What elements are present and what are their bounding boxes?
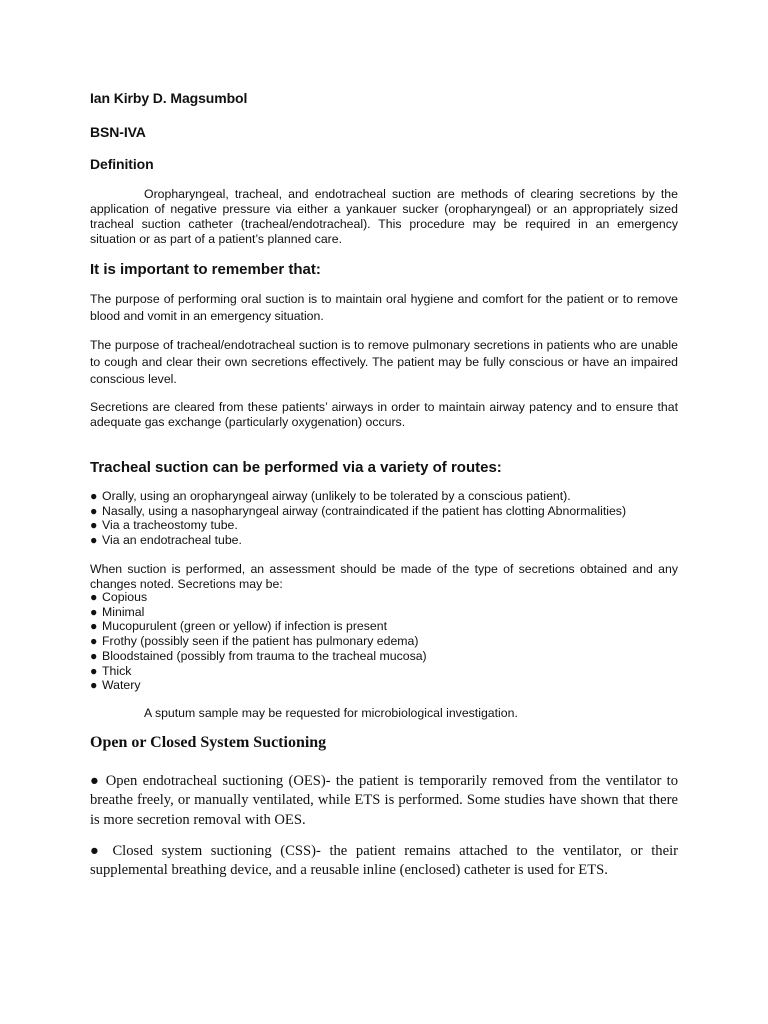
list-item: ● Thick xyxy=(90,663,132,678)
bullet-icon: ● xyxy=(90,648,98,663)
list-item: ● Via an endotracheal tube. xyxy=(90,533,242,548)
definition-paragraph: Oropharyngeal, tracheal, and endotracheal suction are methods of clearing secretions by the application of negative pressure via either a yankauer sucker (oropharyngeal) or an appropriately sized tracheal suction catheter (tracheal/endotracheal). This procedure may be required in an emergency situation or as part of a patient’s planned care. xyxy=(90,187,678,246)
routes-heading: Tracheal suction can be performed via a variety of routes: xyxy=(90,459,502,476)
open-suctioning-paragraph: ● Open endotracheal suctioning (OES)- the patient is temporarily removed from the ventilator to breathe freely, or manually ventilated, while ETS is performed. Some studies have shown that there is more secretion removal with OES. xyxy=(90,773,678,828)
secretions-paragraph: Secretions are cleared from these patients’ airways in order to maintain airway patency and to ensure that adequate gas exchange (particularly oxygenation) occurs. xyxy=(90,400,678,429)
bullet-icon: ● xyxy=(90,634,98,649)
list-item: ● Copious xyxy=(90,590,148,604)
bullet-icon: ● xyxy=(90,604,98,619)
tracheal-suction-paragraph: The purpose of tracheal/endotracheal suction is to remove pulmonary secretions in patients who are unable to cough and clear their own secretions effectively. The patient may be fully conscious or have an impaired conscious level. xyxy=(90,338,678,386)
list-item: ● Bloodstained (possibly from trauma to the tracheal mucosa) xyxy=(90,648,427,663)
class-section: BSN-IVA xyxy=(90,124,146,140)
list-item: ● Watery xyxy=(90,678,141,693)
secretions-list xyxy=(90,590,678,693)
bullet-icon: ● xyxy=(90,518,98,533)
bullet-icon: ● xyxy=(90,533,98,548)
bullet-icon: ● xyxy=(90,678,98,693)
definition-heading: Definition xyxy=(90,156,154,172)
author-name: Ian Kirby D. Magsumbol xyxy=(90,90,248,106)
bullet-icon: ● xyxy=(90,489,98,503)
systems-heading: Open or Closed System Suctioning xyxy=(90,734,327,751)
remember-heading: It is important to remember that: xyxy=(90,261,321,278)
list-item: ● Orally, using an oropharyngeal airway (unlikely to be tolerated by a conscious patient). xyxy=(90,489,571,503)
bullet-icon: ● xyxy=(90,590,98,604)
assessment-paragraph: When suction is performed, an assessment should be made of the type of secretions obtained and any changes noted. Secretions may be: xyxy=(90,562,678,591)
list-item: ● Mucopurulent (green or yellow) if infection is present xyxy=(90,619,388,634)
list-item: ● Via a tracheostomy tube. xyxy=(90,518,238,533)
bullet-icon: ● xyxy=(90,663,98,678)
oral-suction-paragraph: The purpose of performing oral suction is to maintain oral hygiene and comfort for the patient or to remove blood and vomit in an emergency situation. xyxy=(90,292,678,323)
list-item: ● Minimal xyxy=(90,604,145,619)
routes-list xyxy=(90,489,678,548)
list-item: ● Nasally, using a nasopharyngeal airway (contraindicated if the patient has clotting Abnormalities) xyxy=(90,503,627,518)
list-item: ● Frothy (possibly seen if the patient has pulmonary edema) xyxy=(90,634,419,649)
closed-suctioning-paragraph: ● Closed system suctioning (CSS)- the patient remains attached to the ventilator, or their supplemental breathing device, and a reusable inline (enclosed) catheter is used for ETS. xyxy=(90,843,678,879)
bullet-icon: ● xyxy=(90,619,98,634)
sputum-note: A sputum sample may be requested for microbiological investigation. xyxy=(144,706,518,720)
bullet-icon: ● xyxy=(90,503,98,518)
